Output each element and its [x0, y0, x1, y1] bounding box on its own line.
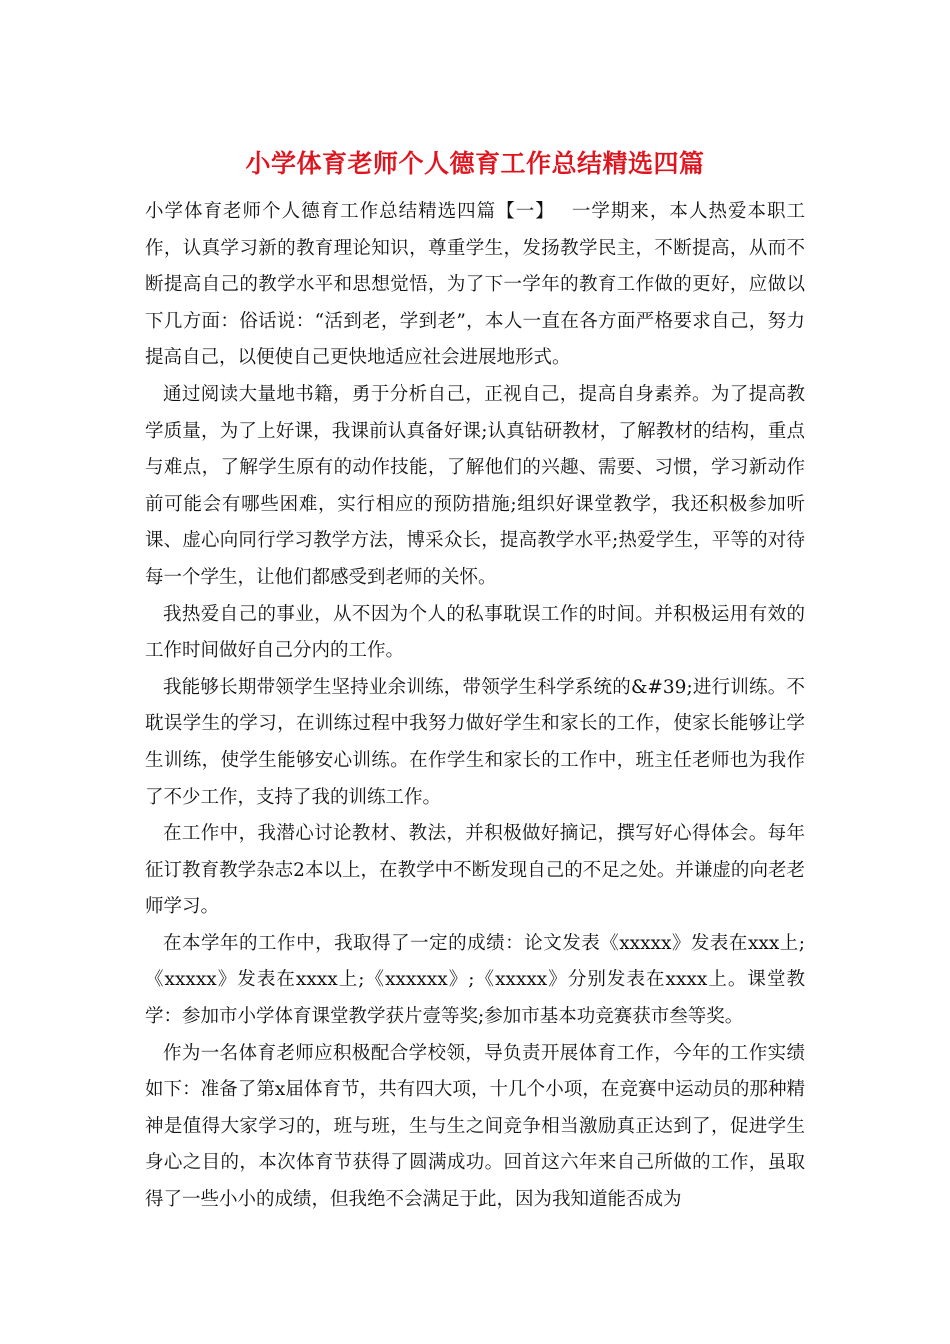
paragraph-6: 在本学年的工作中，我取得了一定的成绩：论文发表《xxxxx》发表在xxx上;《xxxxx》发表在xxxx上;《xxxxxx》;《xxxxx》分别发表在xxxx上。课堂教学：参加市小学体育课堂教学获片壹等奖;参加市基本功竞赛获市叁等奖。	[145, 932, 805, 1028]
paragraph-3: 我热爱自己的事业，从不因为个人的私事耽误工作的时间。并积极运用有效的工作时间做好自己分内的工作。	[145, 603, 805, 662]
paragraph-7: 作为一名体育老师应积极配合学校领，导负责开展体育工作，今年的工作实绩如下：准备了第x届体育节，共有四大项，十几个小项，在竞赛中运动员的那种精神是值得大家学习的，班与班，生与生之间竞争相当激励真正达到了，促进学生身心之目的，本次体育节获得了圆满成功。回首这六年来自己所做的工作，虽取得了一些小小的成绩，但我绝不会满足于此，因为我知道能否成为	[145, 1042, 805, 1211]
document-body	[145, 194, 805, 1219]
document-title: 小学体育老师个人德育工作总结精选四篇	[245, 149, 705, 178]
paragraph-4: 我能够长期带领学生坚持业余训练，带领学生科学系统的&#39;进行训练。不耽误学生的学习，在训练过程中我努力做好学生和家长的工作，使家长能够让学生训练，使学生能够安心训练。在作学生和家长的工作中，班主任老师也为我作了不少工作，支持了我的训练工作。	[145, 676, 805, 808]
paragraph-1: 小学体育老师个人德育工作总结精选四篇【一】 一学期来，本人热爱本职工作，认真学习新的教育理论知识，尊重学生，发扬教学民主，不断提高，从而不断提高自己的教学水平和思想觉悟，为了下一学年的教育工作做的更好，应做以下几方面：俗话说：“活到老，学到老”，本人一直在各方面严格要求自己，努力提高自己，以便使自己更快地适应社会进展地形式。	[145, 201, 805, 369]
paragraph-2: 通过阅读大量地书籍，勇于分析自己，正视自己，提高自身素养。为了提高教学质量，为了上好课，我课前认真备好课;认真钻研教材，了解教材的结构，重点与难点，了解学生原有的动作技能，了解他们的兴趣、需要、习惯，学习新动作前可能会有哪些困难，实行相应的预防措施;组织好课堂教学，我还积极参加听课、虚心向同行学习教学方法，博采众长，提高教学水平;热爱学生，平等的对待每一个学生，让他们都感受到老师的关怀。	[145, 383, 805, 588]
paragraph-5: 在工作中，我潜心讨论教材、教法，并积极做好摘记，撰写好心得体会。每年征订教育教学杂志2本以上，在教学中不断发现自己的不足之处。并谦虚的向老老师学习。	[145, 823, 805, 918]
